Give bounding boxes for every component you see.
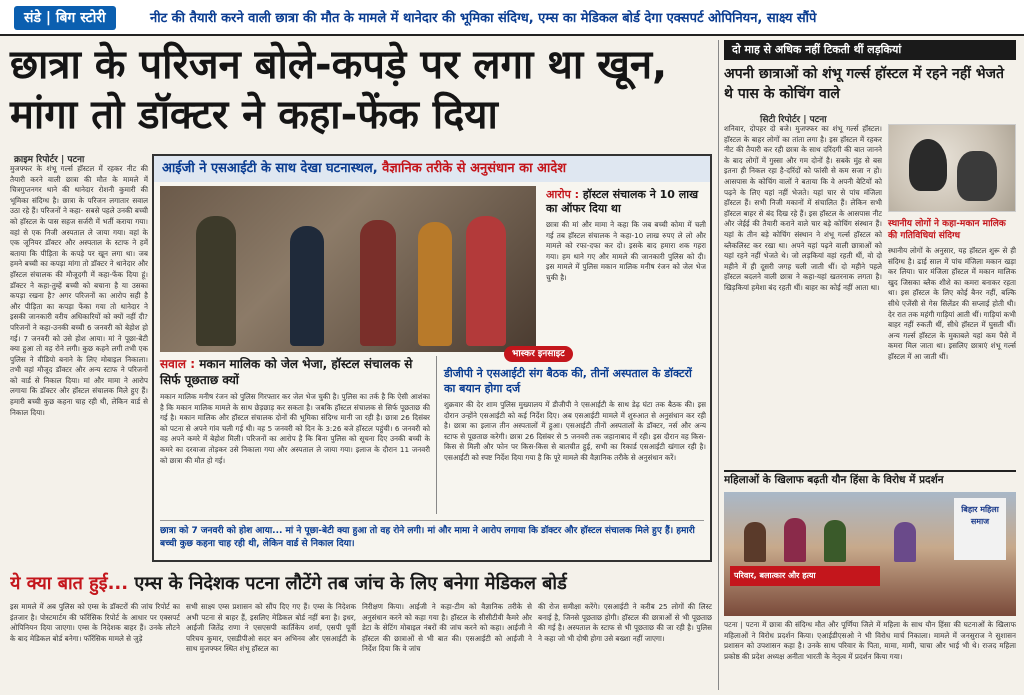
bottom-headline-text: एम्स के निदेशक पटना लौटेंगे तब जांच के लिए बनेगा मेडिकल बोर्ड (128, 573, 567, 594)
sidebar-divider (718, 40, 719, 690)
kicker-bar (0, 0, 1024, 36)
section-tag: संडे | बिग स्टोरी (14, 6, 116, 30)
insight-text: शुक्रवार की देर शाम पुलिस मुख्यालय में डीजीपी ने एसआईटी के साथ डेढ़ घंटा तक बैठक की। इस दौरान उन्होंने एसआईटी को कई निर्देश दिए। अब एसआईटी मामले में शुरुआत से अनुसंधान कर रही है। छात्रा का इलाज तीन अस्पतालों में हुआ। एसआईटी तीनों अस्पतालों के डॉक्टर, नर्स और अन्य स्टाफ से पूछताछ करेगी। छात्रा 26 दिसंबर से 5 जनवरी तक जहानाबाद में रही। इस दौरान वह किस-किस से मिली और फोन पर किस-किस से बातचीत हुई, सभी का रिकार्ड एसआईटी खंगाल रही है। एसआईटी को स्पष्ट निर्देश दिया गया है कि पूरे मामले की वैज्ञानिक तरीके से अनुसंधान करें। (444, 400, 706, 462)
police-officer-figure (196, 216, 236, 346)
person-figure (418, 222, 452, 346)
protester-figure (784, 518, 806, 562)
person-figure (290, 226, 324, 346)
sit-banner-lead: आईजी ने एसआईटी के साथ देखा घटनास्थल, (162, 161, 378, 176)
question-label: सवाल : (160, 357, 196, 371)
person-figure (360, 220, 396, 346)
side-heading: स्थानीय लोगों ने कहा-मकान मालिक की गतिविधियां संदिग्ध (888, 219, 1006, 241)
sit-banner (154, 156, 710, 182)
protester-figure (744, 522, 766, 562)
bottom-headline (10, 572, 712, 596)
person-figure (466, 216, 506, 346)
kicker-text: नीट की तैयारी करने वाली छात्रा की मौत के मामले में थानेदार की भूमिका संदिग्ध, एम्स का मेडिकल बोर्ड देगा एक्सपर्ट ओपिनियन, साक्ष्य सौंपे (150, 11, 817, 26)
protester-figure (824, 520, 846, 562)
protester-figure (894, 522, 916, 562)
side-text: स्थानीय लोगों के अनुसार, यह हॉस्टल शुरू से ही संदिग्ध है। ढाई साल में पांच मंजिला मकान खड़ा कर लिया। चार मंजिला हॉस्टल में मकान मालिक खुद जिसका ब्लैक शीशे का कमरा बनाकर रहता था। इस हॉस्टल के लिए कोई बैनर नहीं, बल्कि सीधे एजेंसी से गेस सिलेंडर की सप्लाई होती थी। देर रात तक महंगी गाड़ियां आती थीं। गाड़ियां कभी बाहर नहीं रुकती थीं, सीधे हॉस्टल में घुसती थीं। अन्य गर्ल्स हॉस्टल के मुकाबले यहां कम पैसे में कमरा मिल जाता था। इसलिए छात्राएं शंभू गर्ल्स हॉस्टल में आ जाती थीं। (888, 246, 1016, 361)
bottom-column: निरीक्षण किया। आईजी ने कहा-टीम को वैज्ञानिक तरीके से अनुसंधान करने को कहा गया है। हॉस्टल के सीसीटीवी कैमरे और डेटा के सेटिंग मोबाइल नंबरों की जांच करने को कहा। आईजी ने हॉस्टल की छात्राओं से भी बात की। एसआईटी को आईजी ने निर्देश दिया कि वे जांच (362, 602, 532, 654)
question-heading (160, 356, 430, 388)
hands-illustration (888, 124, 1016, 212)
sit-box (152, 154, 712, 562)
question-text: मकान मालिक मनीष रंजन को पुलिस गिरफ्तार कर जेल भेज चुकी है। पुलिस का तर्क है कि ऐसी आशंका है कि मकान मालिक मामले के साथ छेड़छाड़ कर सकता है। जबकि हॉस्टल संचालक से सिर्फ पूछताछ की गई है। मकान मालिक और हॉस्टल संचालक दोनों की भूमिका संदिग्ध मानी जा रही है। छात्रा 26 दिसंबर को पटना से अपने गांव चली गई थी। वह 5 जनवरी को दिन के 3:26 बजे हॉस्टल पहुंची। 6 जनवरी को वह अपने कमरे में बेहोश मिली। परिजनों का आरोप है कि बिना पुलिस को सूचना दिए उनकी बच्ची के कमरे का दरवाजा तोड़कर उसे निकाला गया और अस्पताल ले जाया गया। इलाज के दौरान 11 जनवरी को छात्रा की मौत हो गई। (160, 392, 430, 465)
protest-banner: परिवार, बलात्कार और हत्या (730, 566, 880, 586)
right-column: शनिवार, दोपहर दो बजे। मुजफ्फर का शंभू गर्ल्स हॉस्टल। हॉस्टल के बाहर लोगों का तांता लगा है। इस हॉस्टल में रहकर नीट की तैयारी कर रही छात्रा के साथ दरिंदगी की बात जानने के बाद लोगों में गुस्सा और गम दोनों है। सबके मुंह से बस इतना ही निकल रहा है-दरिंदों को फांसी से कम सजा न हो। आसपास के कोचिंग वालों ने बताया कि वे अपनी बेटियों को पढ़ने के लिए यहां नहीं भेजते। यहां चार से पांच मंजिला हॉस्टल हैं। सभी निजी मकानों में संचालित हैं। लेकिन सभी हॉस्टल बाहर से बंद दिख रहे हैं। इस हॉस्टल के आसपास नीट और जेईई की तैयारी कराने वाले चार बड़े कोचिंग संस्थान हैं। यहां के तीन बड़े कोचिंग संस्थान ने शंभू गर्ल्स हॉस्टल को ब्लैकलिस्ट कर रखा था। अपने यहां पढ़ने वाली छात्राओं को यहां रहने नहीं भेजते थे। जो लड़कियां वहां रहती थीं, वो दो महीने में ही दूसरी जगह चली जाती थीं। दो महीने पहले हॉस्टल बदलने वाली छात्रा ने कहा-यहां खतरनाक लगता है। खिड़कियां हमेशा बंद रहती थीं। बाहर का कोई नहीं आता था। (724, 124, 882, 292)
column-divider (436, 356, 437, 514)
protest-photo (724, 492, 1016, 616)
protest-bar: महिलाओं के खिलाफ बढ़ती यौन हिंसा के विरोध में प्रदर्शन (724, 470, 1016, 488)
hand-shadow-shape (909, 139, 947, 191)
bottom-column: इस मामले में अब पुलिस को एम्स के डॉक्टरों की जांच रिपोर्ट का इंतजार है। पोस्टमार्टम की फॉरेंसिक रिपोर्ट के आधार पर एक्सपर्ट ओपिनियन दिया जाएगा। एम्स के निदेशक बाहर हैं। उनके लौटने के बाद मेडिकल बोर्ड बनेगा। फॉरेंसिक मामले से जुड़े (10, 602, 180, 643)
allegation-text: छात्रा की मां और मामा ने कहा कि जब बच्ची कोमा में चली गई तब हॉस्टल संचालक ने कहा-10 लाख रुपए ले लो और मामले को रफा-दफा कर दो। इसके बाद हमारा शक गहरा गया। हम थाने गए और मामले की जानकारी पुलिस को दी। इस मामले में पुलिस मकान मालिक मनीष रंजन को जेल भेज चुकी है। (546, 220, 706, 282)
right-byline: सिटी रिपोर्टर | पटना (760, 115, 827, 125)
allegation-label: आरोप : (546, 188, 580, 201)
allegation-heading (546, 188, 706, 216)
bottom-column: की रोज समीक्षा करेंगे। एसआईटी ने करीब 25 लोगों की लिस्ट बनाई है, जिनसे पूछताछ होगी। हॉस्टल की छात्राओं से भी पूछताछ की गई है। अस्पताल के स्टाफ से भी पूछताछ की जा रही है। पुलिस ने कहा जो भी दोषी होगा उसे बख्शा नहीं जाएगा। (538, 602, 712, 643)
sit-banner-emphasis: वैज्ञानिक तरीके से अनुसंधान का आदेश (377, 161, 567, 176)
inspection-photo (160, 186, 536, 352)
protest-placard: बिहार महिला समाज (954, 498, 1006, 560)
insight-badge: भास्कर इनसाइट (504, 346, 573, 362)
main-byline: क्राइम रिपोर्टर | पटना (14, 155, 85, 165)
question-title: मकान मालिक को जेल भेजा, हॉस्टल संचालक से सिर्फ पूछताछ क्यों (160, 357, 413, 387)
allegation-title: हॉस्टल संचालक ने 10 लाख का ऑफर दिया था (546, 188, 699, 215)
main-headline: छात्रा के परिजन बोले-कपड़े पर लगा था खून, मांगा तो डॉक्टर ने कहा-फेंक दिया (10, 42, 668, 138)
right-headline: अपनी छात्राओं को शंभू गर्ल्स हॉस्टल में रहने नहीं भेजते थे पास के कोचिंग वाले (724, 66, 1004, 102)
right-bar: दो माह से अधिक नहीं टिकती थीं लड़कियां (724, 40, 1016, 60)
main-column-1: मुजफ्फर के शंभू गर्ल्स हॉस्टल में रहकर नीट की तैयारी करने वाली छात्रा की मौत के मामले में चित्रगुप्तनगर थाने की थानेदार रोशनी कुमारी की भूमिका संदिग्ध है। छात्रा के परिजन लगातार सवाल उठा रहे हैं। परिजनों ने कहा- सबसे पहले उनकी बच्ची को हॉस्टल के पास सहज सर्जरी में भर्ती कराया गया। वहां से एक निजी अस्पताल ले जाया गया। वहां के एक जूनियर डॉक्टर और अस्पताल के स्टाफ ने हमें बताया कि पीड़िता के कपड़े पर खून लगा था। जब हमने बच्ची का कपड़ा मांगा तो डॉक्टर ने थानेदार और हॉस्टल संचालक की मौजूदगी में कहा-फेंक दिया हूं। डॉक्टर ने कहा-तुम्हें बच्ची को बचाना है या उसका कपड़ा रखना है? अगर परिजनों का आरोप सही है और पीड़िता का कपड़ा फेंका गया तो थानेदार ने इसकी जानकारी वरीय अधिकारियों को क्यों नहीं दी? परिजनों ने कहा-उनकी बच्ची 6 जनवरी को बेहोश हो गई। 7 जनवरी को उसे होश आया। मां ने पूछा-बेटी क्या हुआ तो वह रोने लगी। कुछ कहने लगी तभी एक पुलिस ने वीडियो बनाने के लिए मोबाइल निकाला। तभी वहां मौजूद डॉक्टर और अन्य स्टाफ ने परिजनों को वार्ड से निकाल दिया। मां और मामा ने आरोप लगाया कि डॉक्टर और हॉस्टल संचालक मिले हुए हैं। हमारी बच्ची कुछ कहना चाह रही थी, लेकिन वार्ड से निकाल दिया। (10, 164, 148, 417)
bottom-column: सभी साक्ष्य एम्स प्रशासन को सौंप दिए गए हैं। एम्स के निदेशक अभी पटना से बाहर हैं, इसलिए मेडिकल बोर्ड नहीं बना है। इधर, आईजी जितेंद्र राणा ने एसएसपी कार्तिकेय शर्मा, एसपी पूर्वी परिचय कुमार, एसडीपीओ सदर बन अभिनव और एसआईटी के साथ मुजफ्फर स्थित शंभू हॉस्टल का (186, 602, 356, 654)
insight-heading: डीजीपी ने एसआईटी संग बैठक की, तीनों अस्पताल के डॉक्टरों का बयान होगा दर्ज (444, 367, 692, 395)
protest-text: पटना | पटना में छात्रा की संदिग्ध मौत और पूर्णिया जिले में महिला के साथ यौन हिंसा की घटनाओं के खिलाफ महिलाओं ने विरोध प्रदर्शन किया। एआईडीएसओ ने भी विरोध मार्च निकाला। मामले में जनसुराज ने सुशासन प्रशासन को उपशासन कहा है। उनके साथ परिवार के पिता, मामा, मामी, चाचा और भाई भी थे। राजद महिला प्रकोष्ठ की प्रदेश अध्यक्ष अनीता भारती के नेतृत्व में प्रदर्शन किया गया। (724, 620, 1016, 661)
quote-callout: छात्रा को 7 जनवरी को होश आया... मां ने पूछा-बेटी क्या हुआ तो वह रोने लगी। मां और मामा ने आरोप लगाया कि डॉक्टर और हॉस्टल संचालक मिले हुए हैं। हमारी बच्ची कुछ कहना चाह रही थी, लेकिन वार्ड से निकाल दिया। (160, 520, 704, 558)
bottom-headline-lead: ये क्या बात हुई... (10, 573, 129, 594)
hand-shadow-shape (957, 151, 997, 201)
